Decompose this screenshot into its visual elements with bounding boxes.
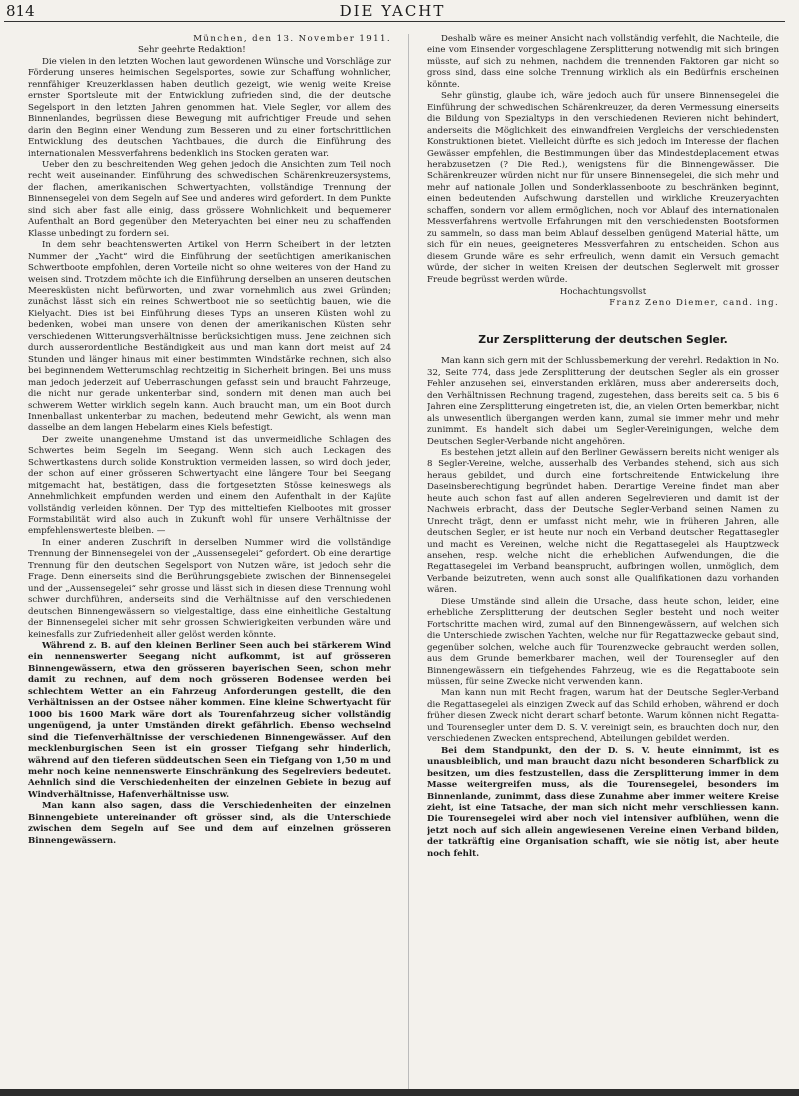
left-column [28, 34, 391, 1090]
letter-closing: Hochachtungsvollst [559, 286, 647, 297]
letter-paragraph: Deshalb wäre es meiner Ansicht nach vollständig verfehlt, die Nachteile, die eine vom Einsender vorgeschlagene Zersplitterung notwendig mit sich bringen müsste, auf sich zu nehmen, nachdem die trennenden Faktoren gar nicht so gross sind, dass eine solche Trennung wirklich als ein Bedürfnis erscheinen könnte. [427, 34, 779, 90]
article-paragraph: Es bestehen jetzt allein auf den Berliner Gewässern bereits nicht weniger als 8 Segler-Vereine, welche, ausserhalb des Verbandes stehend, sich aus sich heraus gebildet, und durch eine fortschreitende Entwickelung ihre Daseinsberechtigung begründet haben. Derartige Vereine findet man aber heute auch schon fast auf allen anderen Segelrevieren und damit ist der Nachweis erbracht, dass der Deutsche Segler-Verband seinen Namen zu Unrecht trägt, denn er umfasst nicht mehr, wie in früheren Jahren, alle deutschen Segler, er ist heute nur noch ein Verband deutscher Regattasegler und macht es Vereinen, welche nicht die Regattasegelei als Hauptzweck ansehen, resp. welche nicht die erheblichen Aufwendungen, die die Regattasegelei im Verband beansprucht, aufbringen wollen, unmöglich, dem Verbande beizutreten, wenn auch sonst alle Qualifikationen dazu vorhanden wären. [427, 447, 779, 596]
running-head: DIE YACHT [339, 2, 446, 20]
letter-paragraph: In einer anderen Zuschrift in derselben Nummer wird die vollständige Trennung der Binnensegelei von der „Aussensegelei“ gefordert. Ob eine derartige Trennung für den deutschen Segelsport von Nutzen wäre, ist jedoch sehr die Frage. Denn einerseits sind die Berührungsgebiete zwischen der Binnensegelei und der „Aussensegelei“ sehr grosse und lässt sich in diesen diese Trennung wohl schwer durchführen, anderseits sind die Verhältnisse auf den verschiedenen deutschen Binnengewässern so vielgestaltige, dass eine einheitliche Gestaltung der Binnensegelei sicher mit sehr grossen Schwierigkeiten verbunden wäre und keinesfalls zur Zufriedenheit aller gelöst werden könnte. [28, 537, 391, 640]
letter-paragraph: Der zweite unangenehme Umstand ist das unvermeidliche Schlagen des Schwertes beim Segeln im Seegang. Wenn sich auch Leckagen des Schwertkastens durch solide Konstruktion vermeiden lassen, so wird doch jeder, der schon auf einer grösseren Schwertyacht eine längere Tour bei Seegang mitgemacht hat, bestätigen, dass die fortgesetzten Stösse keineswegs als Annehmlichkeit empfunden werden und einem den Aufenthalt in der Kajüte vollständig verleiden können. Der Typ des mitteltiefen Kielbootes mit grosser Formstabilität wird also auch in Zukunft wohl für unsere Verhältnisse der empfehlenswerteste bleiben. — [28, 434, 391, 537]
right-column [427, 34, 779, 1090]
letter-paragraph: Während z. B. auf den kleinen Berliner Seen auch bei stärkerem Wind ein nennenswerter Seegang nicht aufkommt, ist auf grösseren Binnengewässern, etwa den grösseren bayerischen Seen, schon mehr damit zu rechnen, auf dem noch grösseren Bodensee werden bei schlechtem Wetter an ein Fahrzeug Anforderungen gestellt, die den Verhältnissen an der Ostsee näher kommen. Eine kleine Schwertyacht für 1000 bis 1600 Mark wäre dort als Tourenfahrzeug sicher vollständig ungenügend, ja unter Umständen direkt gefährlich. Ebenso wechselnd sind die Tiefenverhältnisse der verschiedenen Binnengewässer. Auf den mecklenburgischen Seen ist ein grosser Tiefgang sehr hinderlich, während auf den tieferen süddeutschen Seen ein Tiefgang von 1,50 m und mehr noch keine nennenswerte Einschränkung des Segelreviers bedeutet. Aehnlich sind die Verschiedenheiten der einzelnen Gebiete in bezug auf Windverhältnisse, Hafenverhältnisse usw. [28, 641, 391, 800]
article-paragraph: Man kann nun mit Recht fragen, warum hat der Deutsche Segler-Verband die Regattasegelei als einzigen Zweck auf das Schild erhoben, während er doch früher diesen Zweck nicht derart scharf betonte. Warum können nicht Regatta- und Tourensegler unter dem D. S. V. vereinigt sein, es brauchten doch nur, den verschiedenen Zwecken entsprechend, Abteilungen gebildet werden. [427, 688, 779, 745]
letter-paragraph: Ueber den zu beschreitenden Weg gehen jedoch die Ansichten zum Teil noch recht weit auseinander. Einführung des schwedischen Schärenkreuzersystems, der flachen, amerikanischen Schwertyachten, vollständige Trennung der Binnensegelei von dem Segeln auf See und anderes wird gefordert. In dem Punkte sind sich aber fast alle einig, dass grössere Wohnlichkeit und bequemerer Aufenthalt an Bord gegenüber den Meteryachten bei einer neu zu schaffenden Klasse unbedingt zu fordern sei. [28, 159, 391, 239]
letter-paragraph: Sehr günstig, glaube ich, wäre jedoch auch für unsere Binnensegelei die Einführung der schwedischen Schärenkreuzer, da deren Vermessung einerseits die Bildung von Spezialtyps in den verschiedenen Revieren nicht behindert, anderseits die Möglichkeit des einwandfreien Vergleichs der verschiedensten Konstruktionen bietet. Vielleicht dürfte es sich jedoch im Interesse der flachen Gewässer empfehlen, die Bestimmungen über das Mindestdeplacement etwas herabzusetzen (? Die Red.), wenigstens für die Binnengewässer. Die Schärenkreuzer würden nicht nur für unsere Binnensegelei, die sich mehr und mehr auf nationale Jollen und Sonderklassenboote zu beschränken beginnt, einen bedeutenden Aufschwung darstellen und wirkliche Kreuzeryachten schaffen, sondern vor allem ermöglichen, noch vor Ablauf des internationalen Messverfahrens wertvolle Erfahrungen mit den verschiedensten Bootsformen zu sammeln, so dass man beim Ablauf desselben genügend Material hätte, um sich für ein neues, geeigneteres Messverfahren zu entscheiden. Schon aus diesem Grunde wäre es sehr erfreulich, wenn damit ein Versuch gemacht würde, der sicher in weiten Kreisen der deutschen Seglerwelt mit grosser Freude begrüsst werden würde. [427, 91, 779, 285]
letter-dateline: München, den 13. November 1911. [193, 34, 391, 44]
article-paragraph: Bei dem Standpunkt, den der D. S. V. heute einnimmt, ist es unausbleiblich, und man braucht dazu nicht besonderen Scharfblick zu besitzen, um dies festzustellen, dass die Zersplitterung immer in dem Masse weitergreifen muss, als die Tourensegelei, besonders im Binnenlande, zunimmt, dass diese Zunahme aber immer weitere Kreise zieht, ist eine Tatsache, der man sich nicht mehr verschliessen kann. Die Tourensegelei wird aber noch viel intensiver aufblühen, wenn die jetzt noch auf sich allein angewiesenen Vereine einen Verband bilden, der tatkräftig eine Organisation schafft, wie sie nötig ist, aber heute noch fehlt. [427, 745, 779, 859]
page-header [6, 2, 779, 20]
letter-salutation: Sehr geehrte Redaktion! [138, 45, 246, 56]
header-rule [4, 21, 785, 22]
article-paragraph: Man kann sich gern mit der Schlussbemerkung der verehrl. Redaktion in No. 32, Seite 774, dass jede Zersplitterung der deutschen Segler als ein grosser Fehler anzusehen sei, einverstanden erklären, muss aber andererseits doch, den Verhältnissen Rechnung tragend, zugestehen, dass bereits seit ca. 5 bis 6 Jahren eine Zersplitterung eingetreten ist, die, an vielen Orten bemerkbar, nicht als unwesentlich übergangen werden kann, zumal sie immer mehr und mehr zunimmt. Es handelt sich dabei um Segler-Vereinigungen, welche dem Deutschen Segler-Verbande nicht angehören. [427, 356, 779, 447]
letter-signature: Franz Zeno Diemer, cand. ing. [609, 298, 779, 309]
letter-paragraph: In dem sehr beachtenswerten Artikel von Herrn Scheibert in der letzten Nummer der „Yacht“ wird die Einführung der seetüchtigen amerikanischen Schwertboote empfohlen, deren Vorteile nicht so ohne weiteres von der Hand zu weisen sind. Trotzdem möchte ich die Einführung derselben an unseren deutschen Meeresküsten nicht befürworten, und zwar vornehmlich aus zwei Gründen; zunächst lässt sich ein reines Schwertboot nie so seetüchtig bauen, wie die Kielyacht. Dies ist bei Einführung dieses Typs an unseren Küsten wohl zu bedenken, wobei man unsere von denen der amerikanischen Küsten sehr verschiedenen Witterungsverhältnisse berücksichtigen muss. Jene zeichnen sich durch ausserordentliche Beständigkeit aus und man kann dort meist auf 24 Stunden und länger hinaus mit einer bestimmten Windstärke rechnen, sich also bei beginnendem Wetterumschlag rechtzeitig in Sicherheit bringen. Bei uns muss man jedoch jederzeit auf Ueberraschungen gefasst sein und braucht Fahrzeuge, die nicht nur gerade unkenterbar sind, sondern mit denen man auch bei schwerem Wetter wirklich segeln kann. Auch braucht man, um ein Boot durch Innenballast unkenterbar zu machen, bedeutend mehr Gewicht, als wenn man dasselbe an dem langen Hebelarm eines Kiels befestigt. [28, 240, 391, 434]
letter-paragraph: Die vielen in den letzten Wochen laut gewordenen Wünsche und Vorschläge zur Förderung unseres heimischen Segelsportes, sowie zur Schaffung wohnlicher, rennfähiger Kreuzerklassen haben deutlich gezeigt, wie wenig weite Kreise ernster Sportsleute mit der Entwicklung zufrieden sind, die der deutsche Segelsport in den letzten Jahren genommen hat. Viele Segler, vor allem des Binnenlandes, begrüssen diese Bewegung mit aufrichtiger Freude und sehen darin den Beginn einer Wendung zum Besseren und zu einer fortschrittlichen Entwicklung des deutschen Yachtbaues, die durch die Einführung des internationalen Messverfahrens bedenklich ins Stocken geraten war. [28, 56, 391, 159]
scan-bottom-edge [0, 1089, 799, 1096]
article-paragraph: Diese Umstände sind allein die Ursache, dass heute schon, leider, eine erhebliche Zersplitterung der deutschen Segler besteht und noch weiter Fortschritte machen wird, zumal auf den Binnengewässern, auf welchen sich die Unterschiede zwischen Yachten, welche nur für Regattazwecke gebaut sind, gegenüber solchen, welche auch für Tourenzwecke gebraucht werden sollen, aus dem Grunde bemerkbarer machen, weil der Tourensegler auf den Binnengewässern ein tiefgehendes Fahrzeug, wie es die Regattaboote sein müssen, für seine Zwecke nicht verwenden kann. [427, 596, 779, 688]
article-title: Zur Zersplitterung der deutschen Segler. [478, 332, 728, 346]
column-divider [408, 34, 409, 1090]
letter-paragraph: Man kann also sagen, dass die Verschiedenheiten der einzelnen Binnengebiete untereinander oft grösser sind, als die Unterschiede zwischen dem Segeln auf See und dem auf einzelnen grösseren Binnengewässern. [28, 801, 391, 846]
page-number: 814 [6, 2, 35, 20]
